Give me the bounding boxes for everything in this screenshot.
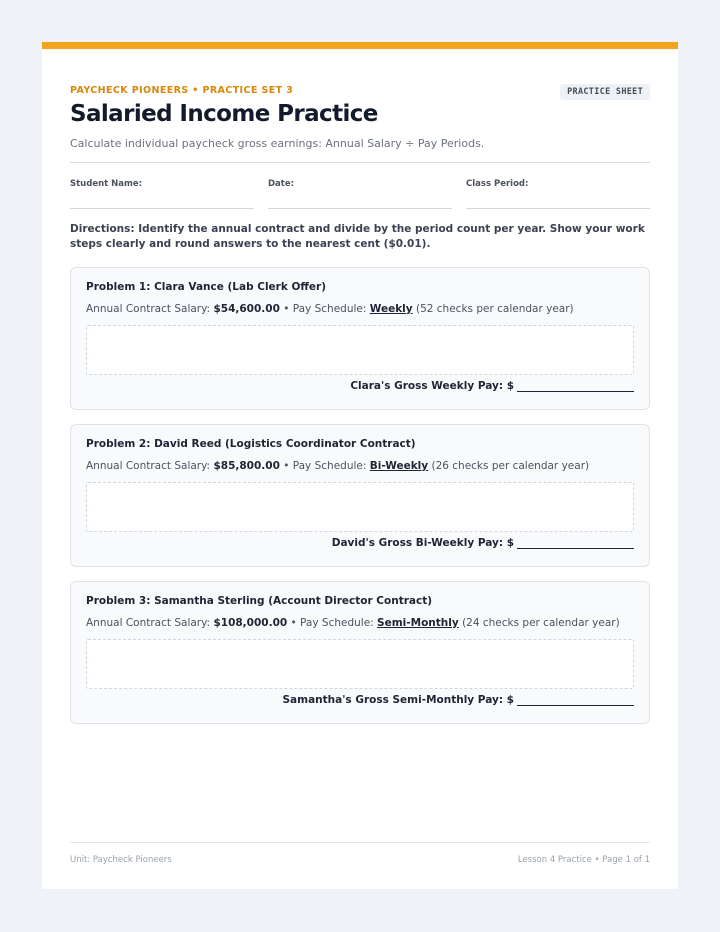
salary-amount: $108,000.00 bbox=[213, 617, 288, 629]
page-title: Salaried Income Practice bbox=[70, 101, 378, 127]
answer-line[interactable] bbox=[282, 694, 634, 706]
problem-details bbox=[86, 460, 589, 472]
problem-details bbox=[86, 303, 574, 315]
date-field[interactable] bbox=[268, 179, 452, 209]
footer-divider bbox=[70, 842, 650, 843]
salary-label: Annual Contract Salary: bbox=[86, 303, 211, 315]
answer-label: Samantha's Gross Semi-Monthly Pay: $ bbox=[282, 694, 514, 706]
work-area[interactable] bbox=[86, 639, 634, 689]
problem-details bbox=[86, 617, 620, 629]
salary-amount: $54,600.00 bbox=[213, 303, 280, 315]
footer-unit: Unit: Paycheck Pioneers bbox=[70, 855, 172, 865]
work-area[interactable] bbox=[86, 482, 634, 532]
problem-title: Problem 1: Clara Vance (Lab Clerk Offer) bbox=[86, 281, 327, 293]
footer-page-info: Lesson 4 Practice • Page 1 of 1 bbox=[517, 855, 650, 865]
problem-card-3 bbox=[70, 581, 650, 724]
problem-card-1 bbox=[70, 267, 650, 410]
salary-label: Annual Contract Salary: bbox=[86, 460, 211, 472]
problem-title: Problem 2: David Reed (Logistics Coordinator Contract) bbox=[86, 438, 416, 450]
checks-per-year: (24 checks per calendar year) bbox=[462, 617, 620, 629]
directions-text: Directions: Identify the annual contract and divide by the period count per year. Show your work steps clearly and round answers to the nearest cent ($0.01). bbox=[70, 223, 645, 250]
student-name-label: Student Name: bbox=[70, 179, 143, 189]
worksheet-page bbox=[42, 42, 678, 889]
class-period-label: Class Period: bbox=[466, 179, 529, 189]
student-name-field[interactable] bbox=[70, 179, 254, 209]
answer-blank[interactable] bbox=[517, 380, 634, 392]
date-label: Date: bbox=[268, 179, 295, 189]
answer-line[interactable] bbox=[350, 380, 634, 392]
answer-blank[interactable] bbox=[517, 537, 634, 549]
pay-schedule: Semi-Monthly bbox=[377, 617, 459, 629]
salary-label: Annual Contract Salary: bbox=[86, 617, 211, 629]
checks-per-year: (26 checks per calendar year) bbox=[431, 460, 590, 472]
pay-schedule: Weekly bbox=[369, 303, 413, 315]
answer-label: David's Gross Bi-Weekly Pay: $ bbox=[331, 537, 514, 549]
answer-blank[interactable] bbox=[517, 694, 634, 706]
class-period-field[interactable] bbox=[466, 179, 650, 209]
page-subtitle: Calculate individual paycheck gross earnings: Annual Salary ÷ Pay Periods. bbox=[70, 137, 485, 150]
answer-line[interactable] bbox=[332, 537, 634, 549]
schedule-label: • Pay Schedule: bbox=[283, 460, 367, 472]
checks-per-year: (52 checks per calendar year) bbox=[415, 303, 574, 315]
schedule-label: • Pay Schedule: bbox=[290, 617, 374, 629]
practice-sheet-badge: PRACTICE SHEET bbox=[560, 84, 650, 100]
problem-title: Problem 3: Samantha Sterling (Account Director Contract) bbox=[86, 595, 433, 607]
header-divider bbox=[70, 162, 650, 163]
schedule-label: • Pay Schedule: bbox=[283, 303, 367, 315]
problem-card-2 bbox=[70, 424, 650, 567]
series-label: PAYCHECK PIONEERS • PRACTICE SET 3 bbox=[70, 85, 294, 96]
answer-label: Clara's Gross Weekly Pay: $ bbox=[350, 380, 514, 392]
pay-schedule: Bi-Weekly bbox=[369, 460, 429, 472]
work-area[interactable] bbox=[86, 325, 634, 375]
salary-amount: $85,800.00 bbox=[213, 460, 280, 472]
